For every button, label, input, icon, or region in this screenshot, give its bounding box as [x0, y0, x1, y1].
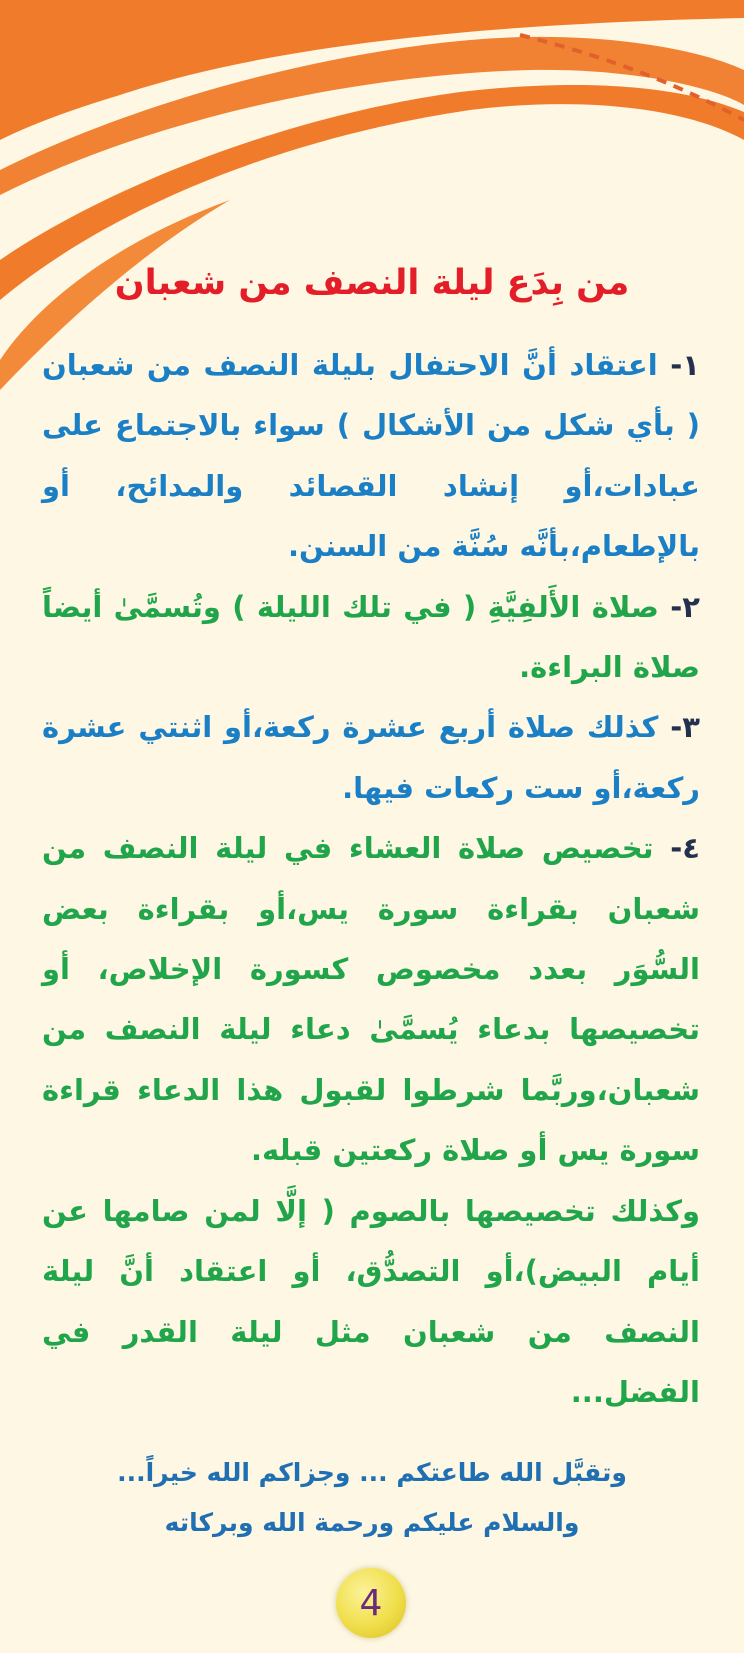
item-number: ٢-	[670, 589, 700, 624]
page-number-badge: 4	[336, 1568, 406, 1638]
item-number: ٣-	[670, 710, 700, 745]
item-text: صلاة الأَلفِيَّةِ ( في تلك الليلة ) وتُسمَّىٰ أيضاً صلاة البراءة.	[42, 589, 700, 685]
list-item	[42, 335, 700, 577]
item-number: ٤-	[670, 831, 700, 866]
item-text: اعتقاد أنَّ الاحتفال بليلة النصف من شعبان ( بأي شكل من الأشكال ) سواء بالاجتماع على عبادات،أو إنشاد القصائد والمدائح، أو بالإطعام،بأنَّه سُنَّة من السنن.	[42, 348, 700, 564]
list-item	[42, 697, 700, 818]
closing-line: وتقبَّل الله طاعتكم ... وجزاكم الله خيراً...	[117, 1458, 627, 1487]
item-text: كذلك صلاة أربع عشرة ركعة،أو اثنتي عشرة ركعة،أو ست ركعات فيها.	[42, 710, 700, 805]
list-item	[42, 577, 700, 698]
page-title: من بِدَع ليلة النصف من شعبان	[114, 263, 630, 303]
list-item	[42, 818, 700, 1180]
extra-paragraph: وكذلك تخصيصها بالصوم ( إلَّا لمن صامها عن أيام البيض)،أو التصدُّق، أو اعتقاد أنَّ ليلة النصف من شعبان مثل ليلة القدر في الفضل...	[42, 1193, 700, 1409]
item-number: ١-	[670, 348, 700, 382]
item-text: تخصيص صلاة العشاء في ليلة النصف من شعبان بقراءة سورة يس،أو بقراءة بعض السُّوَر بعدد مخصوص كسورة الإخلاص، أو تخصيصها بدعاء يُسمَّىٰ دعاء ليلة النصف من شعبان،وربَّما شرطوا لقبول هذا الدعاء قراءة سورة يس أو صلاة ركعتين قبله.	[42, 831, 700, 1168]
bidah-list	[42, 335, 700, 1422]
closing-line: والسلام عليكم ورحمة الله وبركاته	[164, 1508, 580, 1537]
closing-block	[40, 1448, 704, 1548]
